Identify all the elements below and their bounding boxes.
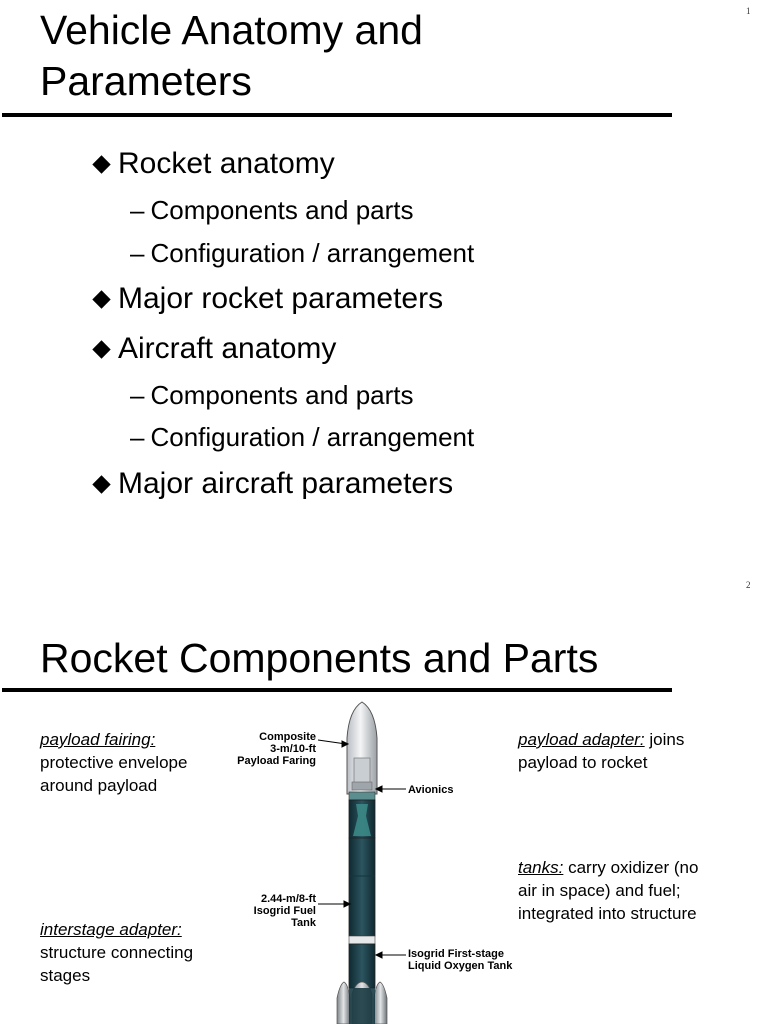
lox-tank-shape: [349, 944, 375, 988]
bullet-text: Rocket anatomy: [118, 147, 335, 180]
callout-line: 2.44-m/8-ft: [260, 893, 316, 905]
annotation-text: around payload: [40, 776, 158, 795]
annotation-text: payload to rocket: [518, 753, 648, 772]
term-label: tanks:: [518, 858, 564, 877]
diamond-bullet-icon: [92, 290, 110, 308]
slide-title-line2: Parameters: [40, 58, 252, 104]
bullet-item: [92, 467, 453, 501]
callout-lox-tank: [408, 948, 512, 972]
bullet-text: Major rocket parameters: [118, 282, 444, 315]
annotation-text: protective envelope: [40, 753, 188, 772]
term-label: interstage adapter:: [40, 920, 182, 939]
bullet-text: Configuration / arrangement: [150, 238, 475, 268]
dash-bullet: –: [130, 238, 145, 268]
booster-left-shape: [337, 982, 350, 1024]
callout-line: Payload Faring: [237, 755, 316, 767]
bullet-text: Configuration / arrangement: [150, 422, 475, 452]
bullet-item: [92, 332, 336, 366]
callout-line: Isogrid Fuel: [253, 905, 316, 917]
page-number: 1: [746, 6, 751, 16]
title-rule: [2, 688, 672, 692]
callout-line: Isogrid First-stage: [408, 948, 504, 960]
annotation-text: stages: [40, 966, 91, 985]
page-number: 2: [746, 580, 751, 590]
dash-bullet: –: [130, 195, 145, 225]
term-label: payload fairing:: [40, 730, 156, 749]
bullet-text: Major aircraft parameters: [118, 467, 454, 500]
bullet-text: Aircraft anatomy: [118, 332, 337, 365]
annotation-payload-fairing: [40, 728, 187, 797]
annotation-text: air in space) and fuel;: [518, 881, 681, 900]
sub-bullet-item: [130, 238, 474, 269]
rocket-illustration: [300, 698, 420, 1024]
callout-line: 3-m/10-ft: [270, 743, 316, 755]
callout-line: Liquid Oxygen Tank: [408, 960, 513, 972]
annotation-text: joins: [644, 730, 685, 749]
bullet-text: Components and parts: [150, 195, 414, 225]
callout-line: Tank: [291, 917, 316, 929]
bullet-text: Components and parts: [150, 380, 414, 410]
annotation-text: integrated into structure: [518, 904, 697, 923]
diamond-bullet-icon: [92, 340, 110, 358]
fuel-tank-shape: [349, 838, 375, 936]
annotation-interstage-adapter: [40, 918, 193, 987]
callout-line: Composite: [259, 731, 316, 743]
diamond-bullet-icon: [92, 155, 110, 173]
avionics-band: [349, 792, 375, 800]
sub-bullet-item: [130, 422, 474, 453]
annotation-tanks: [518, 856, 698, 925]
tank-separator-band: [349, 936, 375, 944]
callout-line: Avionics: [408, 784, 454, 796]
annotation-payload-adapter: [518, 728, 684, 774]
dash-bullet: –: [130, 380, 145, 410]
dash-bullet: –: [130, 422, 145, 452]
term-label: payload adapter:: [518, 730, 645, 749]
slide-title: Rocket Components and Parts: [40, 635, 599, 681]
annotation-text: structure connecting: [40, 943, 194, 962]
bullet-item: [92, 147, 335, 181]
diamond-bullet-icon: [92, 475, 110, 493]
sub-bullet-item: [130, 380, 414, 411]
sub-bullet-item: [130, 195, 414, 226]
annotation-text: carry oxidizer (no: [563, 858, 699, 877]
booster-right-shape: [374, 982, 387, 1024]
slide-title-line1: Vehicle Anatomy and: [40, 7, 423, 53]
title-rule: [2, 113, 672, 117]
bullet-item: [92, 282, 443, 316]
